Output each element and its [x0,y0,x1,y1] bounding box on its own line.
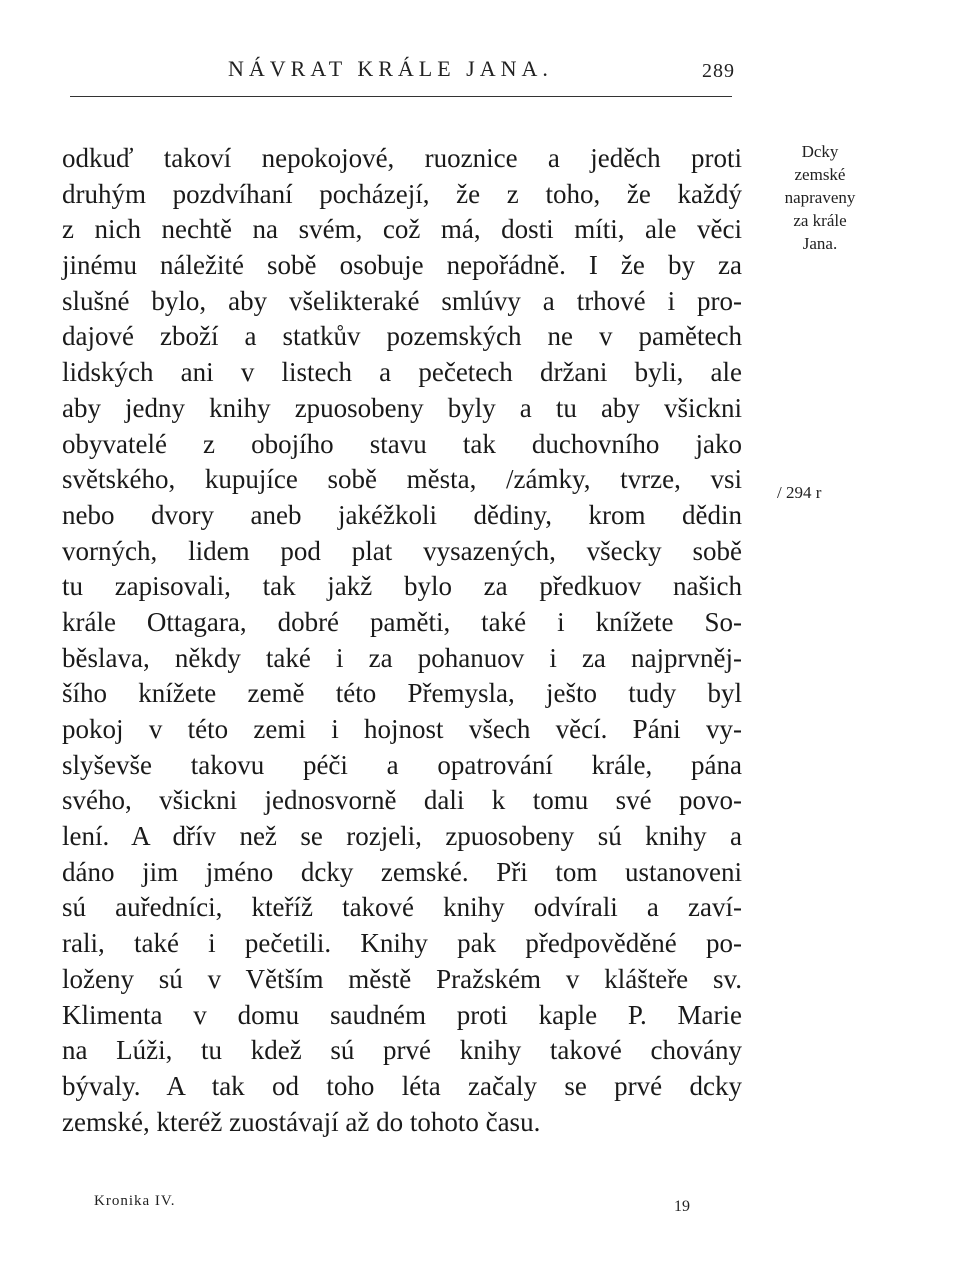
footer-title: Kronika IV. [94,1193,176,1209]
body-line: běslava, někdy také i za pohanuov i za najprvněj- [62,642,742,673]
folio-reference: / 294 r [777,483,822,502]
margin-note-line: Jana. [802,234,838,253]
body-line: odkuď takoví nepokojové, ruoznice a jeděch proti [62,143,742,173]
body-line: aby jedny knihy zpuosobeny byly a tu aby všickni [62,392,742,423]
body-line: druhým pozdvíhaní pocházejí, že z toho, že každý [62,178,742,209]
body-line: obyvatelé z obojího stavu tak duchovního jako [62,428,742,459]
margin-note-line: napraveny [784,188,856,207]
body-line: krále Ottagara, dobré paměti, také i knížete So- [62,606,742,637]
body-line: vorných, lidem pod plat vysazených, všecky sobě [62,535,742,566]
body-line: zemské, kteréž zuostávají až do tohoto času. [62,1106,541,1137]
body-line: lení. A dřív než se rozjeli, zpuosobeny sú knihy a [62,821,742,852]
header-rule [70,96,732,97]
body-line: nebo dvory aneb jakéžkoli dědiny, krom dědin [62,499,742,530]
body-line: slušné bylo, aby všelikteraké smlúvy a trhové i pro- [62,285,742,316]
margin-note-line: zemské [794,165,846,184]
margin-note [760,140,880,255]
body-line: lidských ani v listech a pečetech držani byli, ale [62,357,742,388]
body-line: Klimenta v domu saudném proti kaple P. Marie [62,999,742,1030]
body-line: sú auředníci, kteříž takové knihy odvírali a zaví- [62,892,742,923]
body-line: svého, všickni jednosvorně dali k tomu své povo- [62,785,742,816]
signature-mark: 19 [674,1198,690,1215]
body-line: rali, také i pečetili. Knihy pak předpověděné po- [62,928,742,959]
body-line: dajové zboží a statkův pozemských ne v pamětech [62,321,742,352]
body-line: tu zapisovali, tak jakž bylo za předkuov našich [62,571,742,602]
body-line: slyševše takovu péči a opatrování krále, pána [62,749,742,780]
body-line: z nich nechtě na svém, což má, dosti míti, ale věci [62,214,742,245]
page-number: 289 [702,60,735,82]
body-text [62,141,742,1140]
body-line: pokoj v této zemi i hojnost všech věcí. Páni vy- [62,714,742,744]
margin-note-line: Dcky [801,142,839,161]
body-line: loženy sú v Větším městě Pražském v klášteře sv. [62,963,742,994]
body-line: šího knížete země této Přemysla, ješto tudy byl [62,678,742,709]
margin-note-line: za krále [793,211,847,230]
running-head: NÁVRAT KRÁLE JANA. [228,56,553,81]
body-line: jinému náležité sobě osobuje nepořádně. I že by za [62,250,742,281]
body-line: světského, kupujíce sobě města, /zámky, tvrze, vsi [62,464,742,495]
body-line: dáno jim jméno dcky zemské. Při tom ustanoveni [62,856,742,887]
body-line: bývaly. A tak od toho léta začaly se prvé dcky [62,1070,742,1101]
body-line: na Lúži, tu kdež sú prvé knihy takové chovány [62,1035,742,1066]
